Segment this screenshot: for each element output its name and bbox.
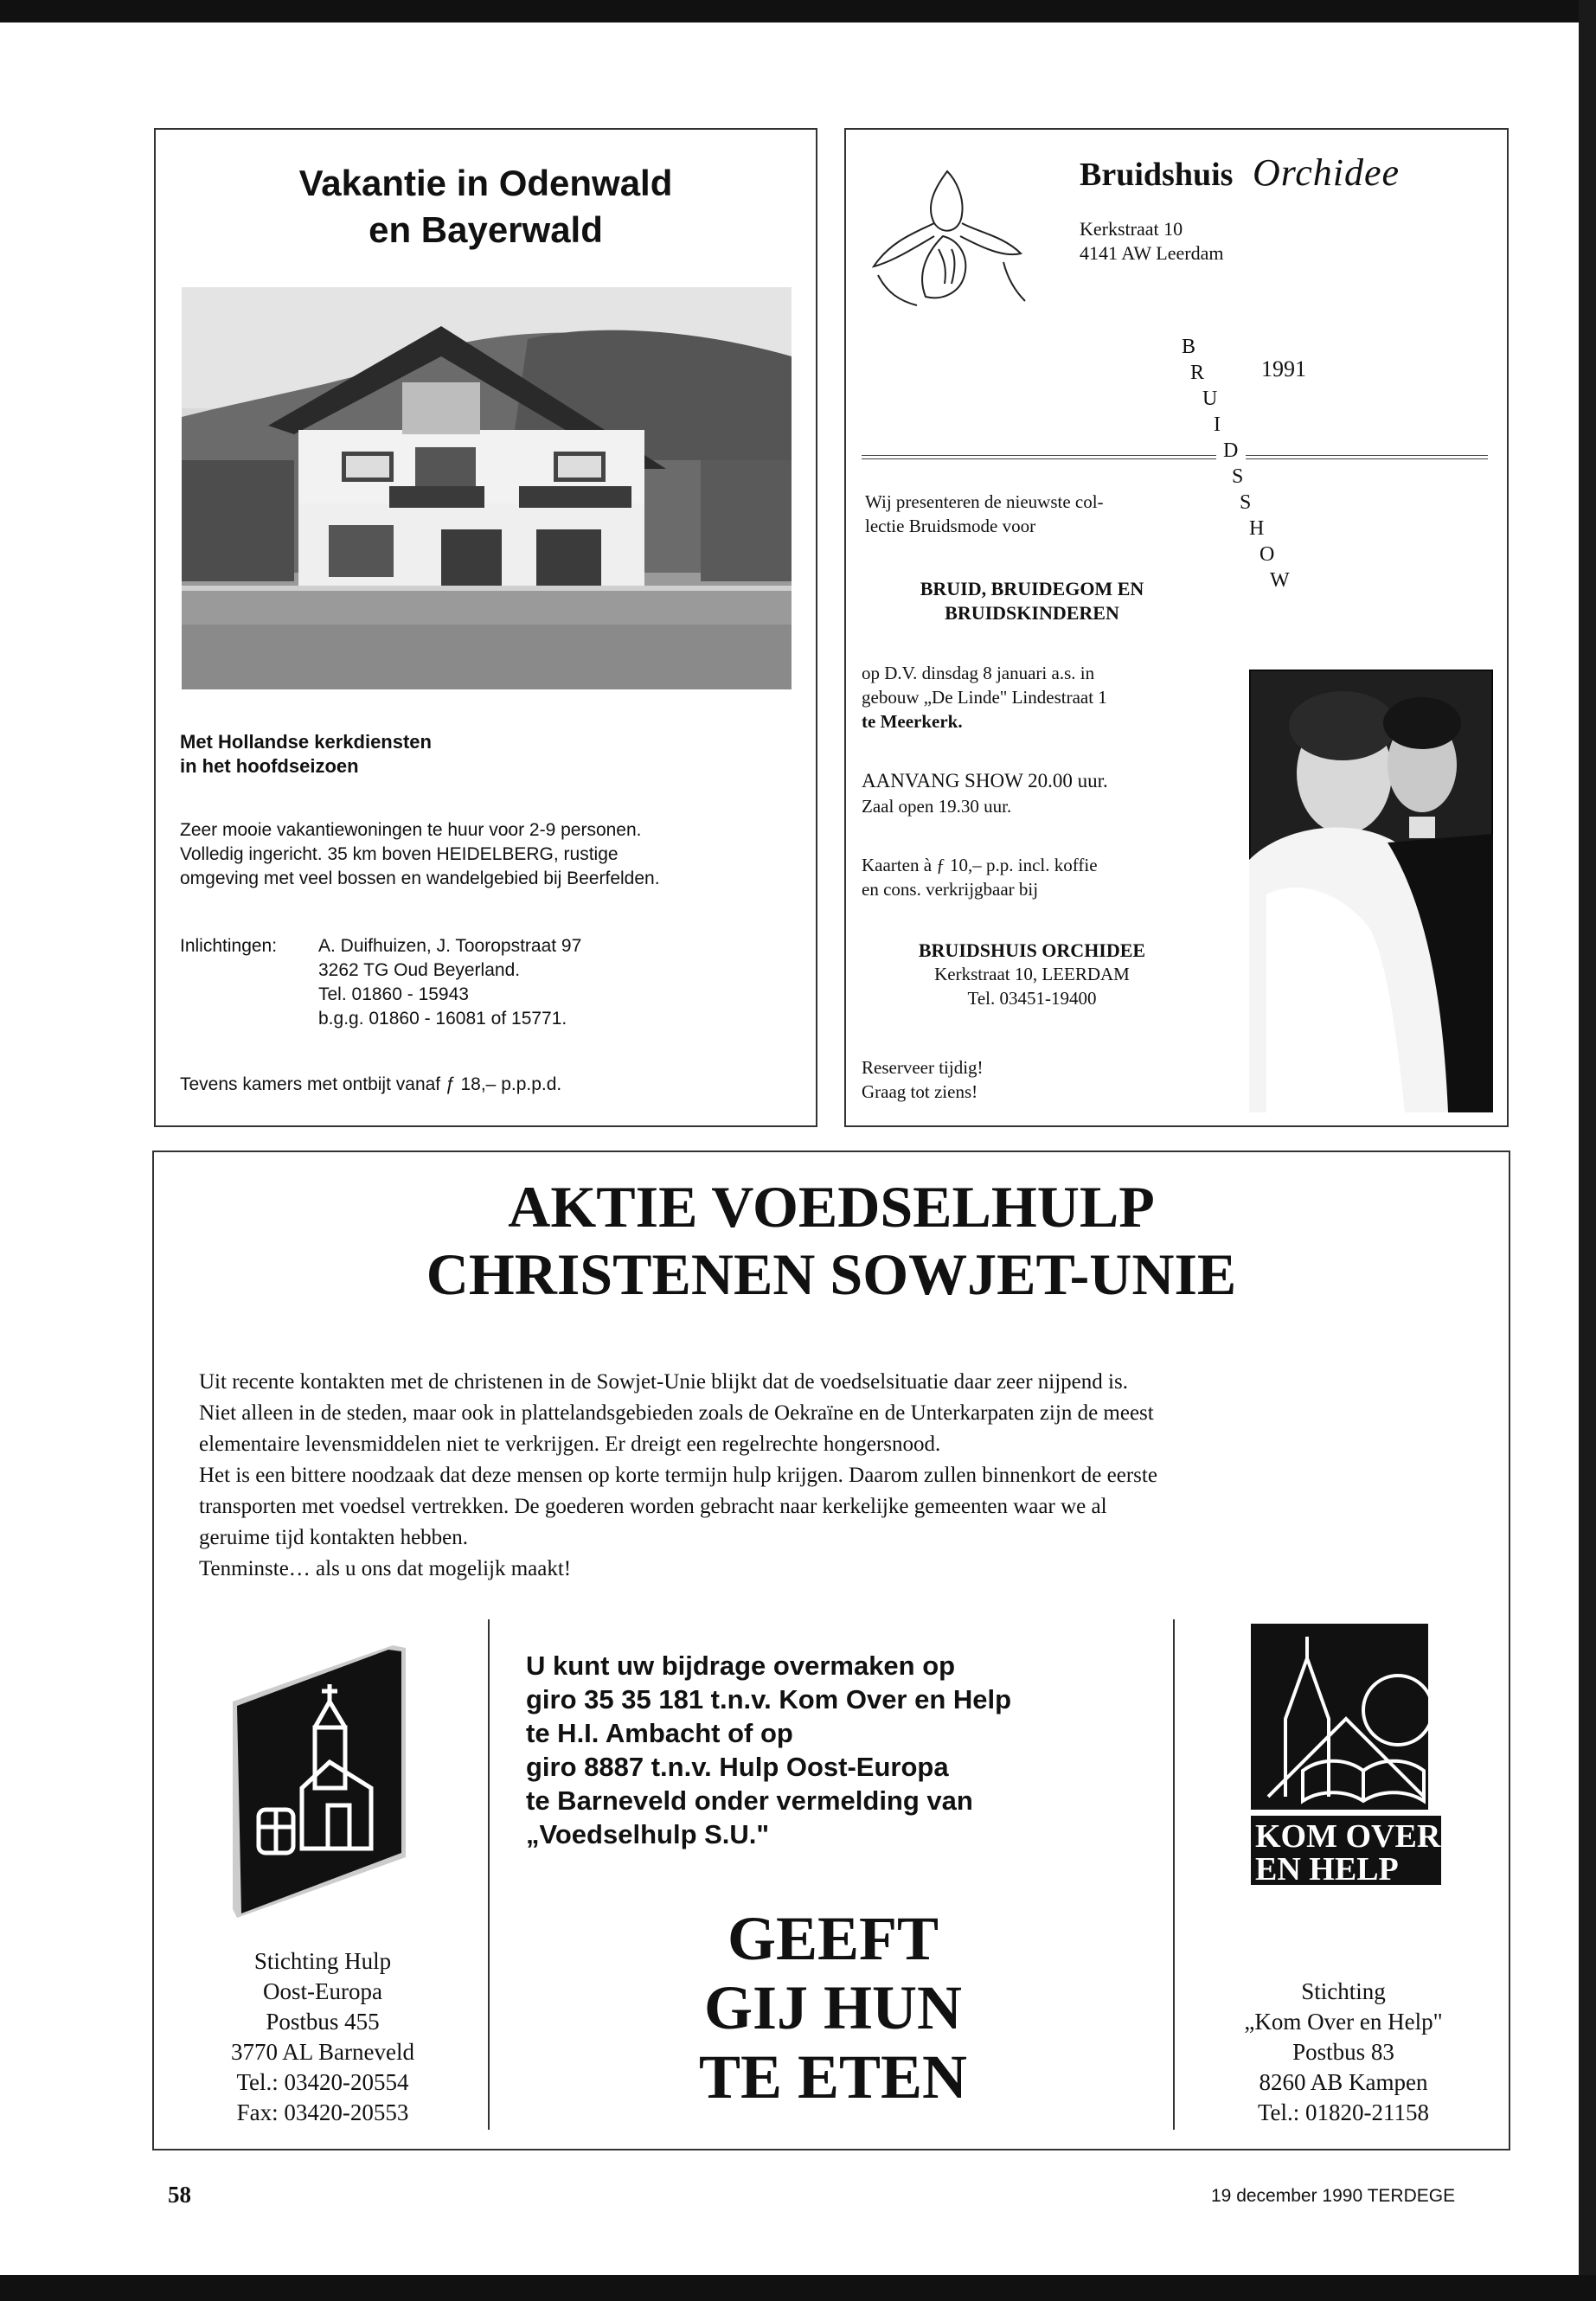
diag-letter-u: U [1202, 388, 1218, 410]
aktie-title-2: CHRISTENEN SOWJET-UNIE [426, 1241, 1237, 1307]
bruidshuis-tickets-2: en cons. verkrijgbaar bij [862, 879, 1039, 900]
aktie-para-7: Tenminste… als u ons dat mogelijk maakt! [199, 1557, 572, 1580]
diag-letter-i: I [1214, 413, 1221, 436]
kom-over-line-3: Postbus 83 [1292, 2039, 1394, 2065]
bruidshuis-closing-2: Graag tot ziens! [862, 1081, 978, 1102]
giro-line-1: U kunt uw bijdrage overmaken op [526, 1650, 956, 1681]
orchid-illustration [865, 154, 1029, 310]
vakantie-body-1: Zeer mooie vakantiewoningen te huur voor 2-9 personen. [180, 820, 642, 840]
vakantie-subtitle-2: in het hoofdseizoen [180, 755, 359, 777]
bruidshuis-address-2: 4141 AW Leerdam [1080, 242, 1224, 264]
kom-over-en-help-logo [1251, 1624, 1441, 1892]
bruidshuis-caps-1: BRUID, BRUIDEGOM EN [920, 578, 1144, 599]
aktie-para-6: geruime tijd kontakten hebben. [199, 1526, 469, 1549]
geeft-line-1: GEEFT [727, 1904, 939, 1973]
bruidshuis-script-name: Orchidee [1253, 151, 1401, 194]
geeft-line-3: TE ETEN [698, 2042, 968, 2112]
bruidshuis-tickets-1: Kaarten à ƒ 10,– p.p. incl. koffie [862, 855, 1098, 875]
scan-bottom-edge [0, 2275, 1596, 2301]
diag-letter-d: D [1223, 439, 1239, 462]
kom-over-line-5: Tel.: 01820-21158 [1257, 2099, 1430, 2125]
kom-over-line-1: Stichting [1301, 1978, 1386, 2004]
vakantie-info-3: Tel. 01860 - 15943 [318, 984, 469, 1004]
diag-letter-s2: S [1240, 491, 1252, 514]
aktie-para-2: Niet alleen in de steden, maar ook in plattelandsgebieden zoals de Oekraïne en de Unterkarpaten zijn de meest [199, 1401, 1154, 1425]
giro-line-5: te Barneveld onder vermelding van [526, 1785, 973, 1816]
giro-line-6: „Voedselhulp S.U." [526, 1819, 770, 1849]
vakantie-body-2: Volledig ingericht. 35 km boven HEIDELBERG, rustige [180, 844, 619, 864]
diag-letter-w: W [1270, 569, 1290, 592]
column-divider-left [488, 1619, 490, 2130]
house-photo [182, 287, 792, 689]
hulp-line-4: 3770 AL Barneveld [231, 2039, 414, 2065]
bruidshuis-shop-tel: Tel. 03451-19400 [967, 988, 1097, 1009]
geeft-line-2: GIJ HUN [703, 1973, 963, 2042]
kom-over-line-2: „Kom Over en Help" [1244, 2009, 1443, 2035]
scan-right-edge [1579, 0, 1596, 2301]
giro-line-4: giro 8887 t.n.v. Hulp Oost-Europa [526, 1752, 949, 1782]
bruidshuis-when-2: gebouw „De Linde" Lindestraat 1 [862, 687, 1107, 708]
bruidshuis-name: Bruidshuis [1080, 157, 1234, 193]
aktie-para-3: elementaire levensmiddelen niet te verkrijgen. Er dreigt een regelrechte hongersnood. [199, 1433, 941, 1456]
vakantie-body-3: omgeving met veel bossen en wandelgebied bij Beerfelden. [180, 868, 660, 888]
bruidshuis-intro-1: Wij presenteren de nieuwste col- [865, 491, 1104, 512]
hulp-line-6: Fax: 03420-20553 [236, 2099, 409, 2125]
vakantie-subtitle-1: Met Hollandse kerkdiensten [180, 731, 432, 753]
aktie-ad [152, 1150, 1510, 2150]
kom-over-logo-text-1: KOM OVER [1255, 1818, 1441, 1855]
bruidshuis-show-1: AANVANG SHOW 20.00 uur. [862, 770, 1108, 792]
vakantie-info-2: 3262 TG Oud Beyerland. [318, 960, 521, 980]
double-rule [862, 455, 1216, 459]
hulp-line-1: Stichting Hulp [253, 1948, 392, 1974]
bruidshuis-shop-address: Kerkstraat 10, LEERDAM [934, 964, 1130, 984]
vakantie-footer: Tevens kamers met ontbijt vanaf ƒ 18,– p.p.p.d. [180, 1074, 562, 1094]
bruidshuis-when-1: op D.V. dinsdag 8 januari a.s. in [862, 663, 1095, 683]
show-year: 1991 [1261, 356, 1306, 381]
bruidshuis-closing-1: Reserveer tijdig! [862, 1057, 984, 1078]
diag-letter-o: O [1259, 543, 1275, 566]
vakantie-info-1: A. Duifhuizen, J. Tooropstraat 97 [318, 936, 582, 956]
diag-letter-s1: S [1232, 465, 1244, 488]
bruidshuis-ad [844, 128, 1509, 1127]
giro-line-3: te H.I. Ambacht of op [526, 1718, 793, 1748]
diag-letter-h: H [1249, 517, 1265, 540]
aktie-para-1: Uit recente kontakten met de christenen in de Sowjet-Unie blijkt dat de voedselsituatie daar zeer nijpend is. [199, 1370, 1128, 1394]
aktie-para-4: Het is een bittere noodzaak dat deze mensen op korte termijn hulp krijgen. Daarom zullen binnenkort de eerste [199, 1464, 1157, 1487]
bruidshuis-when-3: te Meerkerk. [862, 711, 963, 732]
vakantie-info-4: b.g.g. 01860 - 16081 of 15771. [318, 1009, 567, 1029]
page-number: 58 [168, 2182, 191, 2208]
kom-over-line-4: 8260 AB Kampen [1259, 2069, 1428, 2095]
bruidshuis-address-1: Kerkstraat 10 [1080, 218, 1183, 240]
bruidshuis-show-2: Zaal open 19.30 uur. [862, 796, 1012, 817]
giro-line-2: giro 35 35 181 t.n.v. Kom Over en Help [526, 1684, 1012, 1715]
vakantie-info-label: Inlichtingen: [180, 936, 278, 956]
hulp-line-5: Tel.: 03420-20554 [236, 2069, 409, 2095]
bruidshuis-caps-2: BRUIDSKINDEREN [945, 602, 1119, 624]
bruidshuis-shop: BRUIDSHUIS ORCHIDEE [918, 939, 1146, 961]
hulp-oost-europa-logo [228, 1641, 410, 1926]
bruidshuis-intro-2: lectie Bruidsmode voor [865, 516, 1036, 536]
issue-date: 19 december 1990 TERDEGE [1211, 2186, 1456, 2206]
vakantie-title-2: en Bayerwald [369, 209, 603, 250]
hulp-line-3: Postbus 455 [266, 2009, 380, 2035]
aktie-para-5: transporten met voedsel vertrekken. De goederen worden gebracht naar kerkelijke gemeenten waar we al [199, 1495, 1107, 1518]
aktie-title-1: AKTIE VOEDSELHULP [508, 1174, 1155, 1240]
vakantie-title-1: Vakantie in Odenwald [298, 163, 673, 203]
vakantie-ad [154, 128, 817, 1127]
kom-over-logo-text-2: EN HELP [1255, 1851, 1399, 1888]
double-rule-right [1246, 455, 1488, 459]
scan-top-edge [0, 0, 1596, 22]
diag-letter-r: R [1190, 362, 1205, 384]
hulp-line-2: Oost-Europa [263, 1978, 382, 2004]
diag-letter-b: B [1182, 336, 1196, 358]
couple-photo [1249, 670, 1493, 1112]
